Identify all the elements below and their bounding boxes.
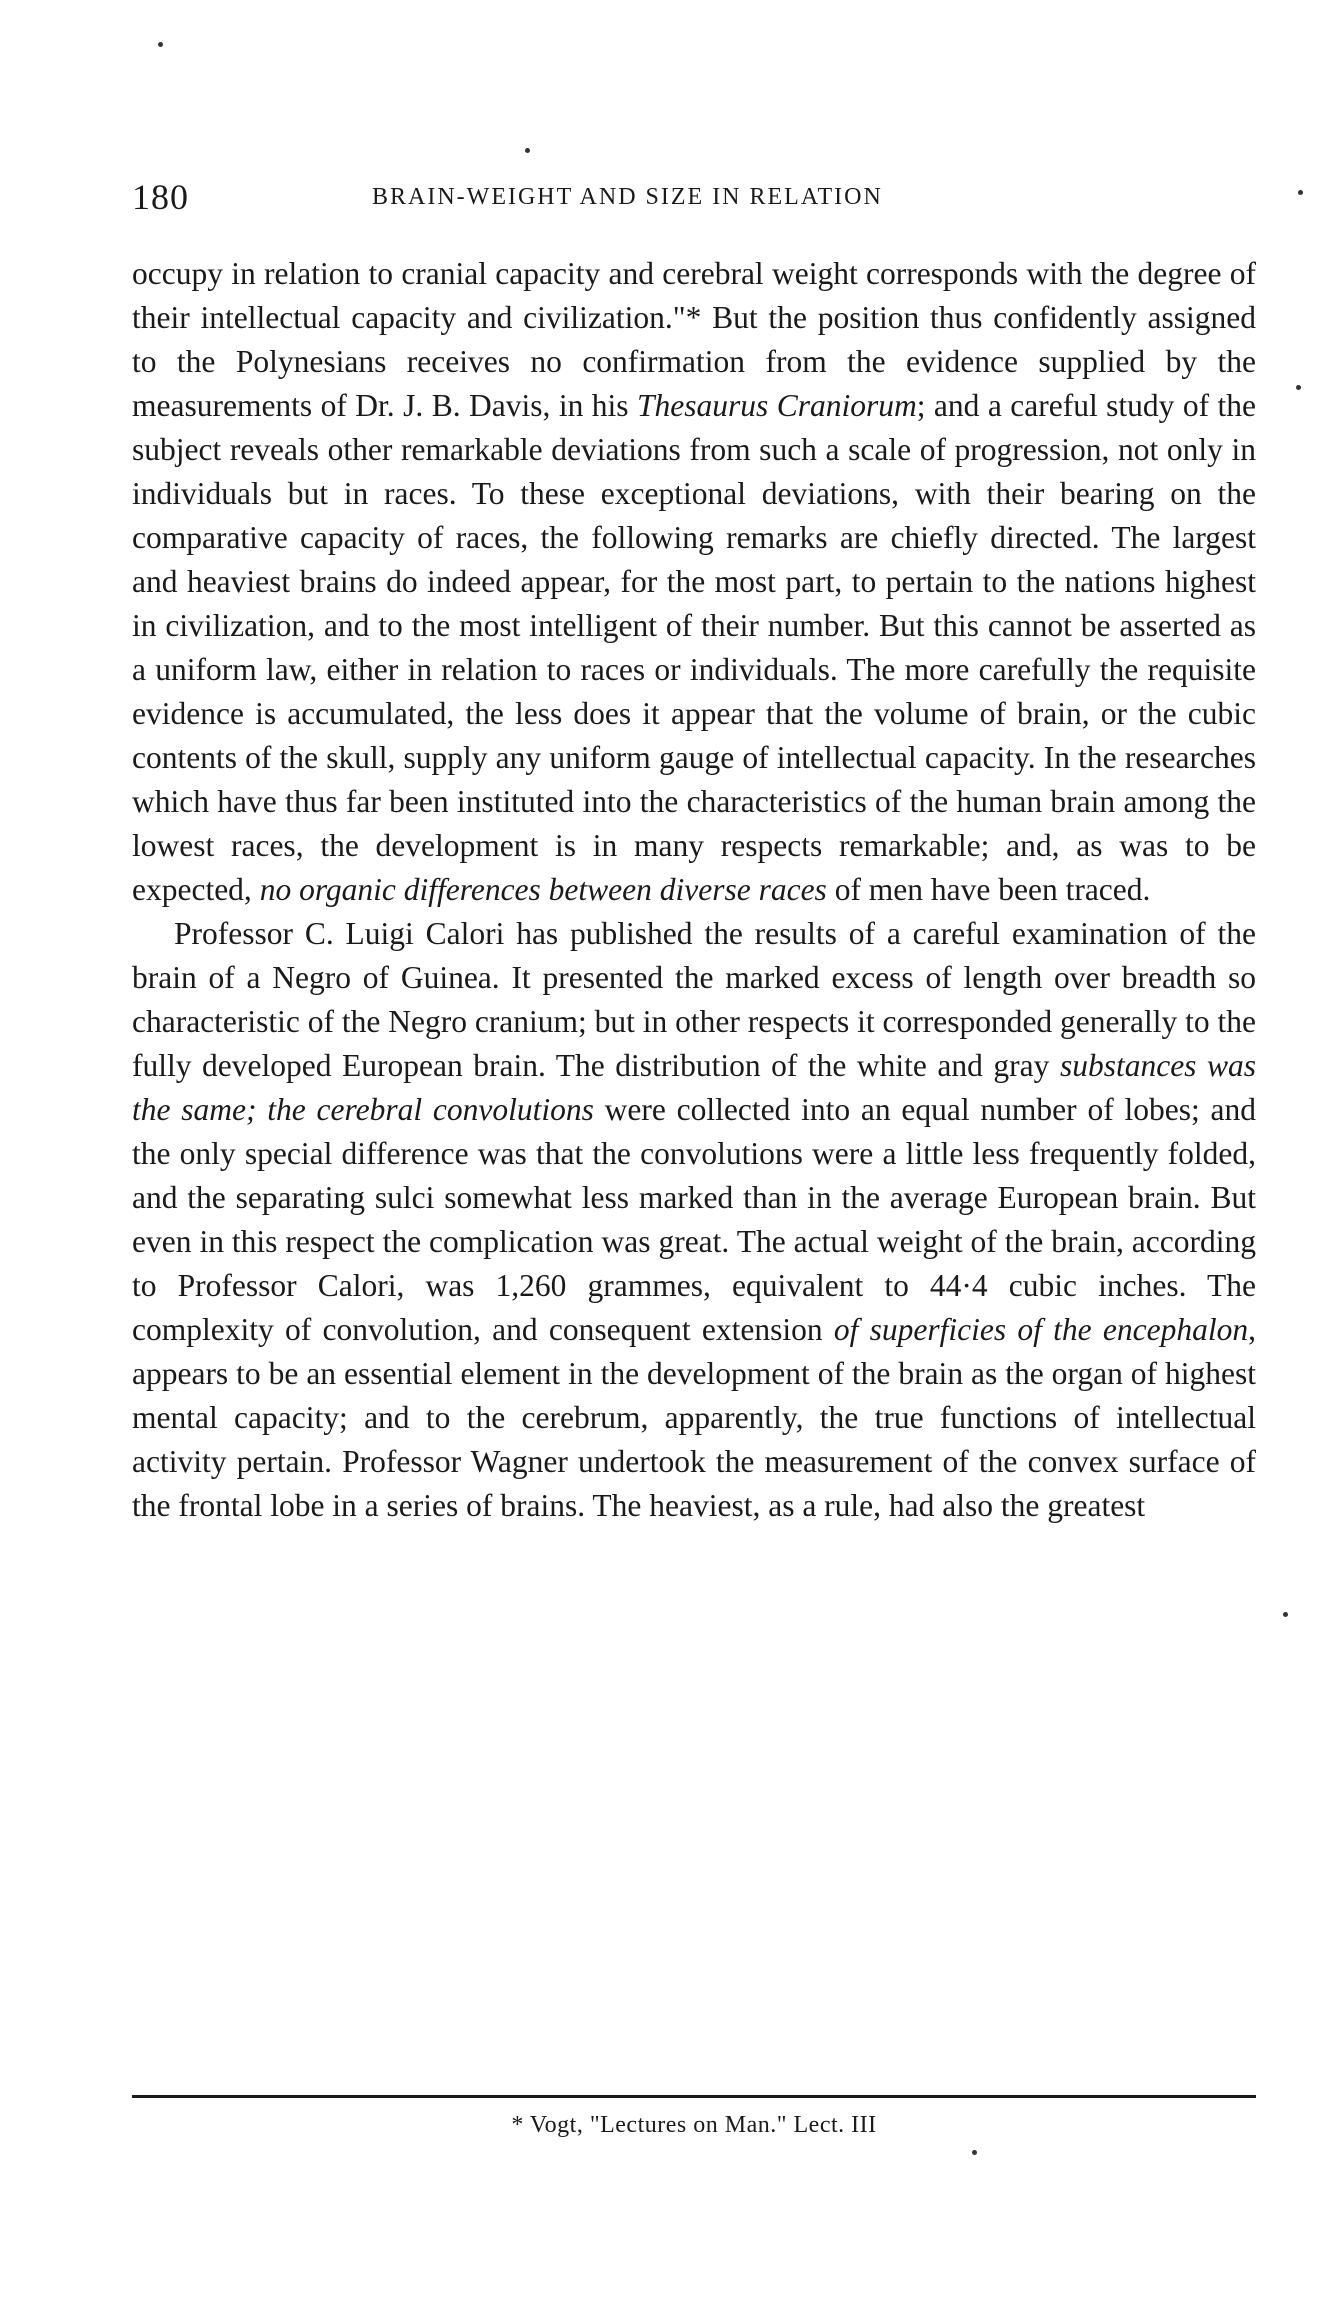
italic-text: substances was the same; the cerebral convolutions [132, 1048, 1256, 1127]
scan-speck [525, 148, 530, 153]
body-text [132, 252, 1256, 1528]
footnote-rule [132, 2095, 1256, 2098]
running-head: BRAIN-WEIGHT AND SIZE IN RELATION [372, 184, 883, 210]
scan-speck [1283, 1612, 1288, 1617]
scan-speck [1298, 190, 1303, 195]
scan-speck [158, 42, 163, 47]
scan-speck [972, 2150, 977, 2155]
paragraph [132, 252, 1256, 912]
page-header [132, 176, 1252, 226]
text-segment: of men have been traced. [826, 872, 1151, 907]
italic-text: Thesaurus Craniorum [636, 388, 917, 423]
scan-speck [1296, 385, 1301, 390]
text-segment: ; and a careful study of the subject reveals other remarkable deviations from such a scale of progression, not only in individuals but in races. To these exceptional deviations, with their bearing on the comparative capacity of races, the following remarks are chiefly directed. The largest and heaviest brains do indeed appear, for the most part, to pertain to the nations highest in civilization, and to the most intelligent of their number. But this cannot be asserted as a uniform law, either in relation to races or individuals. The more carefully the requisite evidence is accumulated, the less does it appear that the volume of brain, or the cubic contents of the skull, supply any uniform gauge of intellectual capacity. In the researches which have thus far been instituted into the characteristics of the human brain among the lowest races, the development is in many respects remarkable; and, as was to be expected, [132, 388, 1257, 907]
italic-text: of superficies of the encephalon [833, 1312, 1249, 1347]
page-number: 180 [132, 177, 189, 217]
italic-text: no organic differences between diverse races [259, 872, 827, 907]
text-segment: were collected into an equal number of lobes; and the only special difference was that the convolutions were a little less frequently folded, and the separating sulci somewhat less marked than in the average European brain. But even in this respect the complication was great. The actual weight of the brain, according to Professor Calori, was 1,260 grammes, equivalent to 44·4 cubic inches. The complexity of convolution, and consequent extension [132, 1092, 1256, 1347]
text-segment: , appears to be an essential element in the development of the brain as the organ of highest mental capacity; and to the cerebrum, apparently, the true functions of intellectual activity pertain. Professor Wagner undertook the measurement of the convex surface of the frontal lobe in a series of brains. The heaviest, as a rule, had also the greatest [132, 1312, 1256, 1523]
text-segment: occupy in relation to cranial capacity and cerebral weight corresponds with the degree of their intellectual capacity and civilization."* But the position thus confidently assigned to the Polynesians receives no confirmation from the evidence supplied by the measurements of Dr. J. B. Davis, in his [132, 256, 1256, 423]
text-segment: Professor C. Luigi Calori has published the results of a careful examination of the brain of a Negro of Guinea. It presented the marked excess of length over breadth so characteristic of the Negro cranium; but in other respects it corresponded generally to the fully developed European brain. The distribution of the white and gray [132, 916, 1256, 1083]
paragraph [132, 912, 1256, 1528]
footnote: * Vogt, "Lectures on Man." Lect. III [511, 2112, 877, 2138]
